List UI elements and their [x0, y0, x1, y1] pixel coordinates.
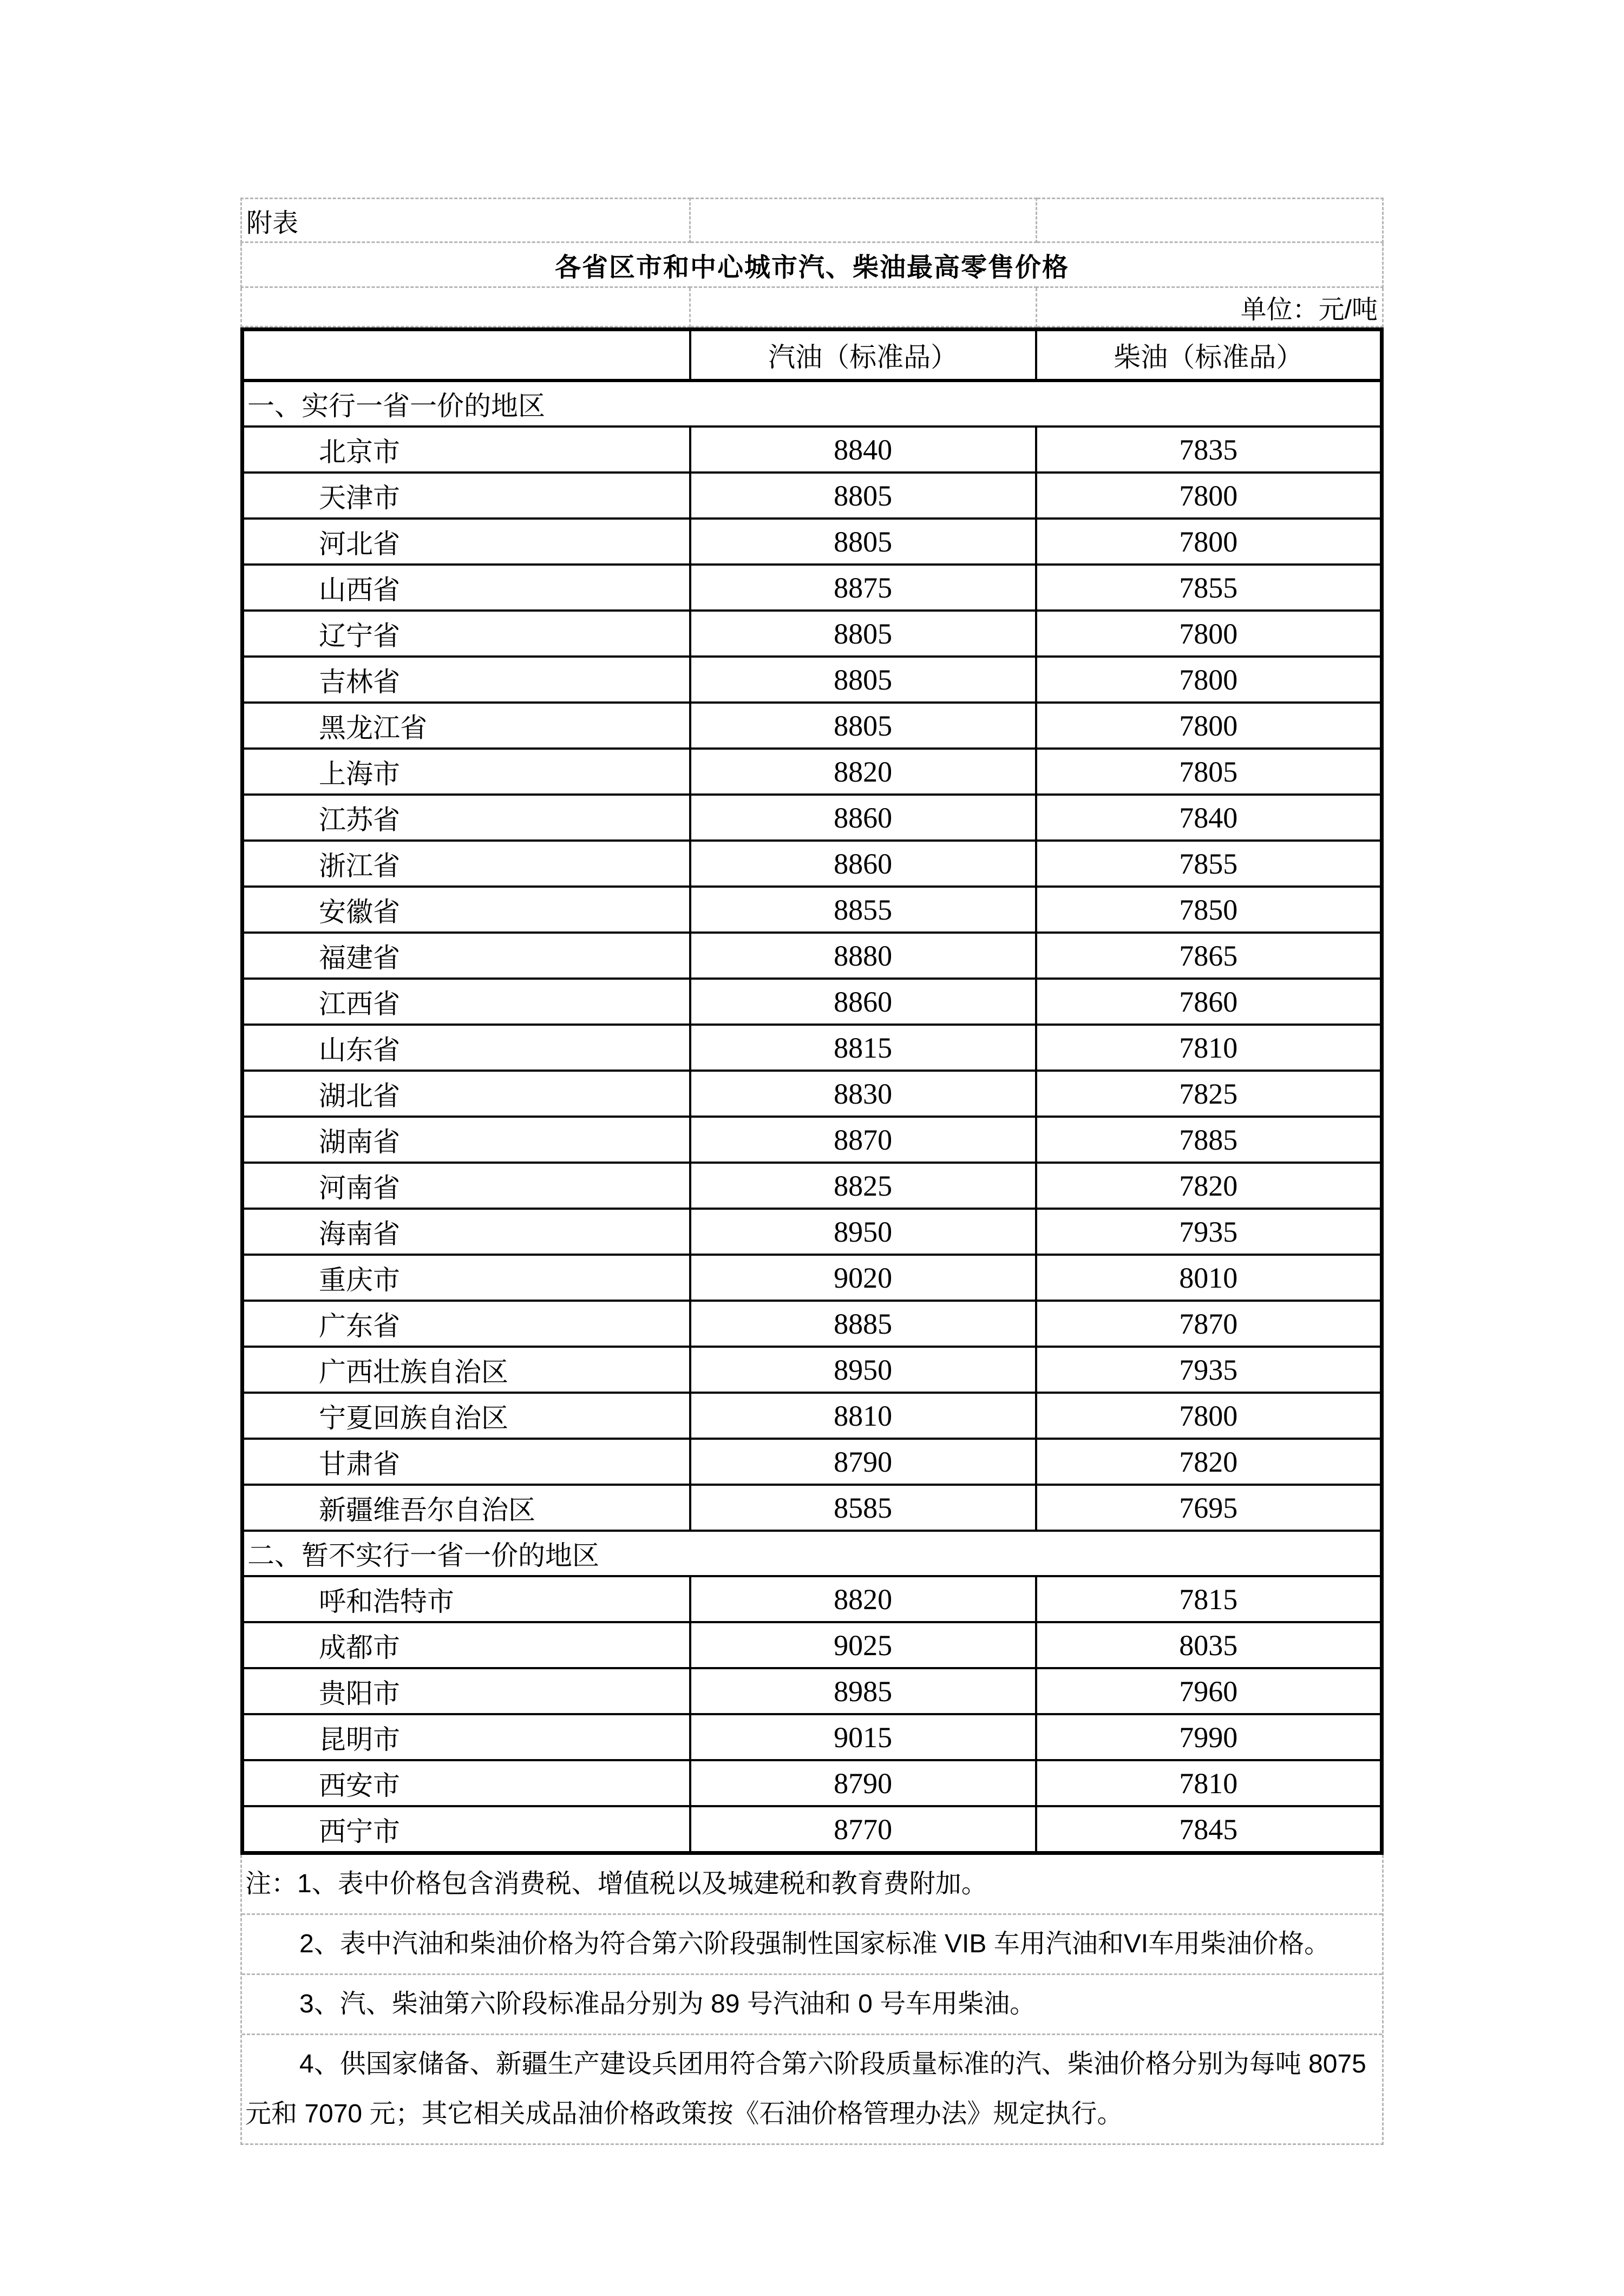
- diesel-price-cell: 7695: [1036, 1485, 1382, 1531]
- title-row: [241, 242, 1383, 287]
- table-row: [243, 1806, 1382, 1853]
- region-cell: 贵阳市: [243, 1668, 690, 1714]
- table-row: [243, 1714, 1382, 1760]
- diesel-price-cell: 7850: [1036, 887, 1382, 933]
- table-row: [243, 1301, 1382, 1347]
- note-row: 2、表中汽油和柴油价格为符合第六阶段强制性国家标准 VIB 车用汽油和VI车用柴油价格。: [242, 1915, 1382, 1975]
- table-row: [243, 1622, 1382, 1668]
- table-row: [243, 519, 1382, 565]
- diesel-price-cell: 7820: [1036, 1163, 1382, 1209]
- diesel-price-cell: 8035: [1036, 1622, 1382, 1668]
- diesel-price-cell: 7840: [1036, 795, 1382, 841]
- table-row: [243, 657, 1382, 703]
- gasoline-price-cell: 8825: [690, 1163, 1036, 1209]
- table-row: [243, 1071, 1382, 1117]
- region-cell: 黑龙江省: [243, 703, 690, 749]
- gasoline-price-cell: 8875: [690, 565, 1036, 611]
- table-row: [243, 1576, 1382, 1622]
- region-column-header: [243, 330, 690, 381]
- gasoline-price-cell: 8830: [690, 1071, 1036, 1117]
- table-row: [243, 1393, 1382, 1439]
- diesel-price-cell: 7885: [1036, 1117, 1382, 1163]
- unit-row: [241, 287, 1383, 327]
- diesel-price-cell: 7815: [1036, 1576, 1382, 1622]
- table-row: [243, 1255, 1382, 1301]
- table-row: [243, 979, 1382, 1025]
- region-cell: 西宁市: [243, 1806, 690, 1853]
- gasoline-price-cell: 8585: [690, 1485, 1036, 1531]
- region-cell: 山西省: [243, 565, 690, 611]
- note-row: 3、汽、柴油第六阶段标准品分别为 89 号汽油和 0 号车用柴油。: [242, 1975, 1382, 2035]
- region-cell: 天津市: [243, 473, 690, 519]
- table-row: [243, 703, 1382, 749]
- region-cell: 湖北省: [243, 1071, 690, 1117]
- table-row: [243, 565, 1382, 611]
- diesel-price-cell: 7935: [1036, 1347, 1382, 1393]
- empty-cell: [241, 287, 690, 327]
- diesel-price-cell: 7805: [1036, 749, 1382, 795]
- diesel-price-cell: 7960: [1036, 1668, 1382, 1714]
- gasoline-price-cell: 8805: [690, 611, 1036, 657]
- table-row: [243, 1209, 1382, 1255]
- gasoline-price-cell: 8805: [690, 703, 1036, 749]
- gasoline-price-cell: 8770: [690, 1806, 1036, 1853]
- diesel-price-cell: 7800: [1036, 703, 1382, 749]
- diesel-price-cell: 7800: [1036, 519, 1382, 565]
- region-cell: 甘肃省: [243, 1439, 690, 1485]
- table-row: [243, 1760, 1382, 1806]
- diesel-price-cell: 7855: [1036, 841, 1382, 887]
- gasoline-price-cell: 8790: [690, 1760, 1036, 1806]
- diesel-price-cell: 7990: [1036, 1714, 1382, 1760]
- diesel-price-cell: 7845: [1036, 1806, 1382, 1853]
- gasoline-price-cell: 8860: [690, 979, 1036, 1025]
- gasoline-price-cell: 8880: [690, 933, 1036, 979]
- diesel-price-cell: 7810: [1036, 1760, 1382, 1806]
- gasoline-price-cell: 8805: [690, 473, 1036, 519]
- gasoline-price-cell: 8985: [690, 1668, 1036, 1714]
- diesel-price-cell: 7820: [1036, 1439, 1382, 1485]
- diesel-price-cell: 7870: [1036, 1301, 1382, 1347]
- gasoline-price-cell: 8805: [690, 657, 1036, 703]
- region-cell: 河南省: [243, 1163, 690, 1209]
- diesel-price-cell: 7855: [1036, 565, 1382, 611]
- gasoline-price-cell: 8810: [690, 1393, 1036, 1439]
- region-cell: 河北省: [243, 519, 690, 565]
- note-row: 注：1、表中价格包含消费税、增值税以及城建税和教育费附加。: [242, 1855, 1382, 1915]
- section-header-row: [243, 1531, 1382, 1576]
- section-header-row: [243, 381, 1382, 427]
- region-cell: 宁夏回族自治区: [243, 1393, 690, 1439]
- table-row: [243, 887, 1382, 933]
- diesel-price-cell: 7800: [1036, 657, 1382, 703]
- diesel-column-header: 柴油（标准品）: [1036, 330, 1382, 381]
- unit-label: 单位：元/吨: [1036, 287, 1383, 327]
- gasoline-price-cell: 8820: [690, 1576, 1036, 1622]
- header-grid: [240, 198, 1384, 327]
- table-row: [243, 749, 1382, 795]
- table-row: [243, 1163, 1382, 1209]
- diesel-price-cell: 8010: [1036, 1255, 1382, 1301]
- table-row: [243, 611, 1382, 657]
- diesel-price-cell: 7800: [1036, 611, 1382, 657]
- note-row: 4、供国家储备、新疆生产建设兵团用符合第六阶段质量标准的汽、柴油价格分别为每吨 8075 元和 7070 元；其它相关成品油价格政策按《石油价格管理办法》规定执行。: [245, 2050, 1366, 2128]
- empty-cell: [1036, 199, 1383, 242]
- section-header: 一、实行一省一价的地区: [243, 381, 1382, 427]
- diesel-price-cell: 7810: [1036, 1025, 1382, 1071]
- page-title: 各省区市和中心城市汽、柴油最高零售价格: [241, 242, 1383, 287]
- gasoline-price-cell: 9025: [690, 1622, 1036, 1668]
- region-cell: 新疆维吾尔自治区: [243, 1485, 690, 1531]
- table-row: [243, 427, 1382, 473]
- table-row: [243, 795, 1382, 841]
- gasoline-price-cell: 8870: [690, 1117, 1036, 1163]
- empty-cell: [690, 199, 1036, 242]
- gasoline-price-cell: 9020: [690, 1255, 1036, 1301]
- column-header-row: [243, 330, 1382, 381]
- region-cell: 湖南省: [243, 1117, 690, 1163]
- section-header: 二、暂不实行一省一价的地区: [243, 1531, 1382, 1576]
- table-row: [243, 1668, 1382, 1714]
- region-cell: 山东省: [243, 1025, 690, 1071]
- diesel-price-cell: 7935: [1036, 1209, 1382, 1255]
- diesel-price-cell: 7860: [1036, 979, 1382, 1025]
- region-cell: 呼和浩特市: [243, 1576, 690, 1622]
- region-cell: 西安市: [243, 1760, 690, 1806]
- price-table-body: [243, 381, 1382, 1853]
- gasoline-price-cell: 8950: [690, 1209, 1036, 1255]
- notes-section: [240, 1855, 1384, 2145]
- region-cell: 北京市: [243, 427, 690, 473]
- region-cell: 海南省: [243, 1209, 690, 1255]
- empty-cell: [690, 287, 1036, 327]
- region-cell: 成都市: [243, 1622, 690, 1668]
- region-cell: 广西壮族自治区: [243, 1347, 690, 1393]
- table-row: [243, 1485, 1382, 1531]
- table-row: [243, 1347, 1382, 1393]
- table-row: [243, 841, 1382, 887]
- diesel-price-cell: 7865: [1036, 933, 1382, 979]
- region-cell: 重庆市: [243, 1255, 690, 1301]
- region-cell: 安徽省: [243, 887, 690, 933]
- table-row: [243, 1117, 1382, 1163]
- region-cell: 江西省: [243, 979, 690, 1025]
- table-row: [243, 1025, 1382, 1071]
- gasoline-price-cell: 8885: [690, 1301, 1036, 1347]
- diesel-price-cell: 7800: [1036, 473, 1382, 519]
- diesel-price-cell: 7800: [1036, 1393, 1382, 1439]
- region-cell: 福建省: [243, 933, 690, 979]
- gasoline-price-cell: 8860: [690, 795, 1036, 841]
- gasoline-column-header: 汽油（标准品）: [690, 330, 1036, 381]
- gasoline-price-cell: 8855: [690, 887, 1036, 933]
- region-cell: 昆明市: [243, 1714, 690, 1760]
- gasoline-price-cell: 8815: [690, 1025, 1036, 1071]
- table-row: [243, 1439, 1382, 1485]
- region-cell: 吉林省: [243, 657, 690, 703]
- price-table: [240, 327, 1384, 1855]
- label-row: [241, 199, 1383, 242]
- region-cell: 辽宁省: [243, 611, 690, 657]
- page-label: 附表: [241, 199, 690, 242]
- diesel-price-cell: 7825: [1036, 1071, 1382, 1117]
- gasoline-price-cell: 8805: [690, 519, 1036, 565]
- gasoline-price-cell: 8860: [690, 841, 1036, 887]
- table-row: [243, 473, 1382, 519]
- gasoline-price-cell: 8820: [690, 749, 1036, 795]
- gasoline-price-cell: 8840: [690, 427, 1036, 473]
- attachment-document: [240, 198, 1384, 2145]
- gasoline-price-cell: 8790: [690, 1439, 1036, 1485]
- region-cell: 广东省: [243, 1301, 690, 1347]
- gasoline-price-cell: 9015: [690, 1714, 1036, 1760]
- region-cell: 浙江省: [243, 841, 690, 887]
- diesel-price-cell: 7835: [1036, 427, 1382, 473]
- region-cell: 上海市: [243, 749, 690, 795]
- table-row: [243, 933, 1382, 979]
- gasoline-price-cell: 8950: [690, 1347, 1036, 1393]
- region-cell: 江苏省: [243, 795, 690, 841]
